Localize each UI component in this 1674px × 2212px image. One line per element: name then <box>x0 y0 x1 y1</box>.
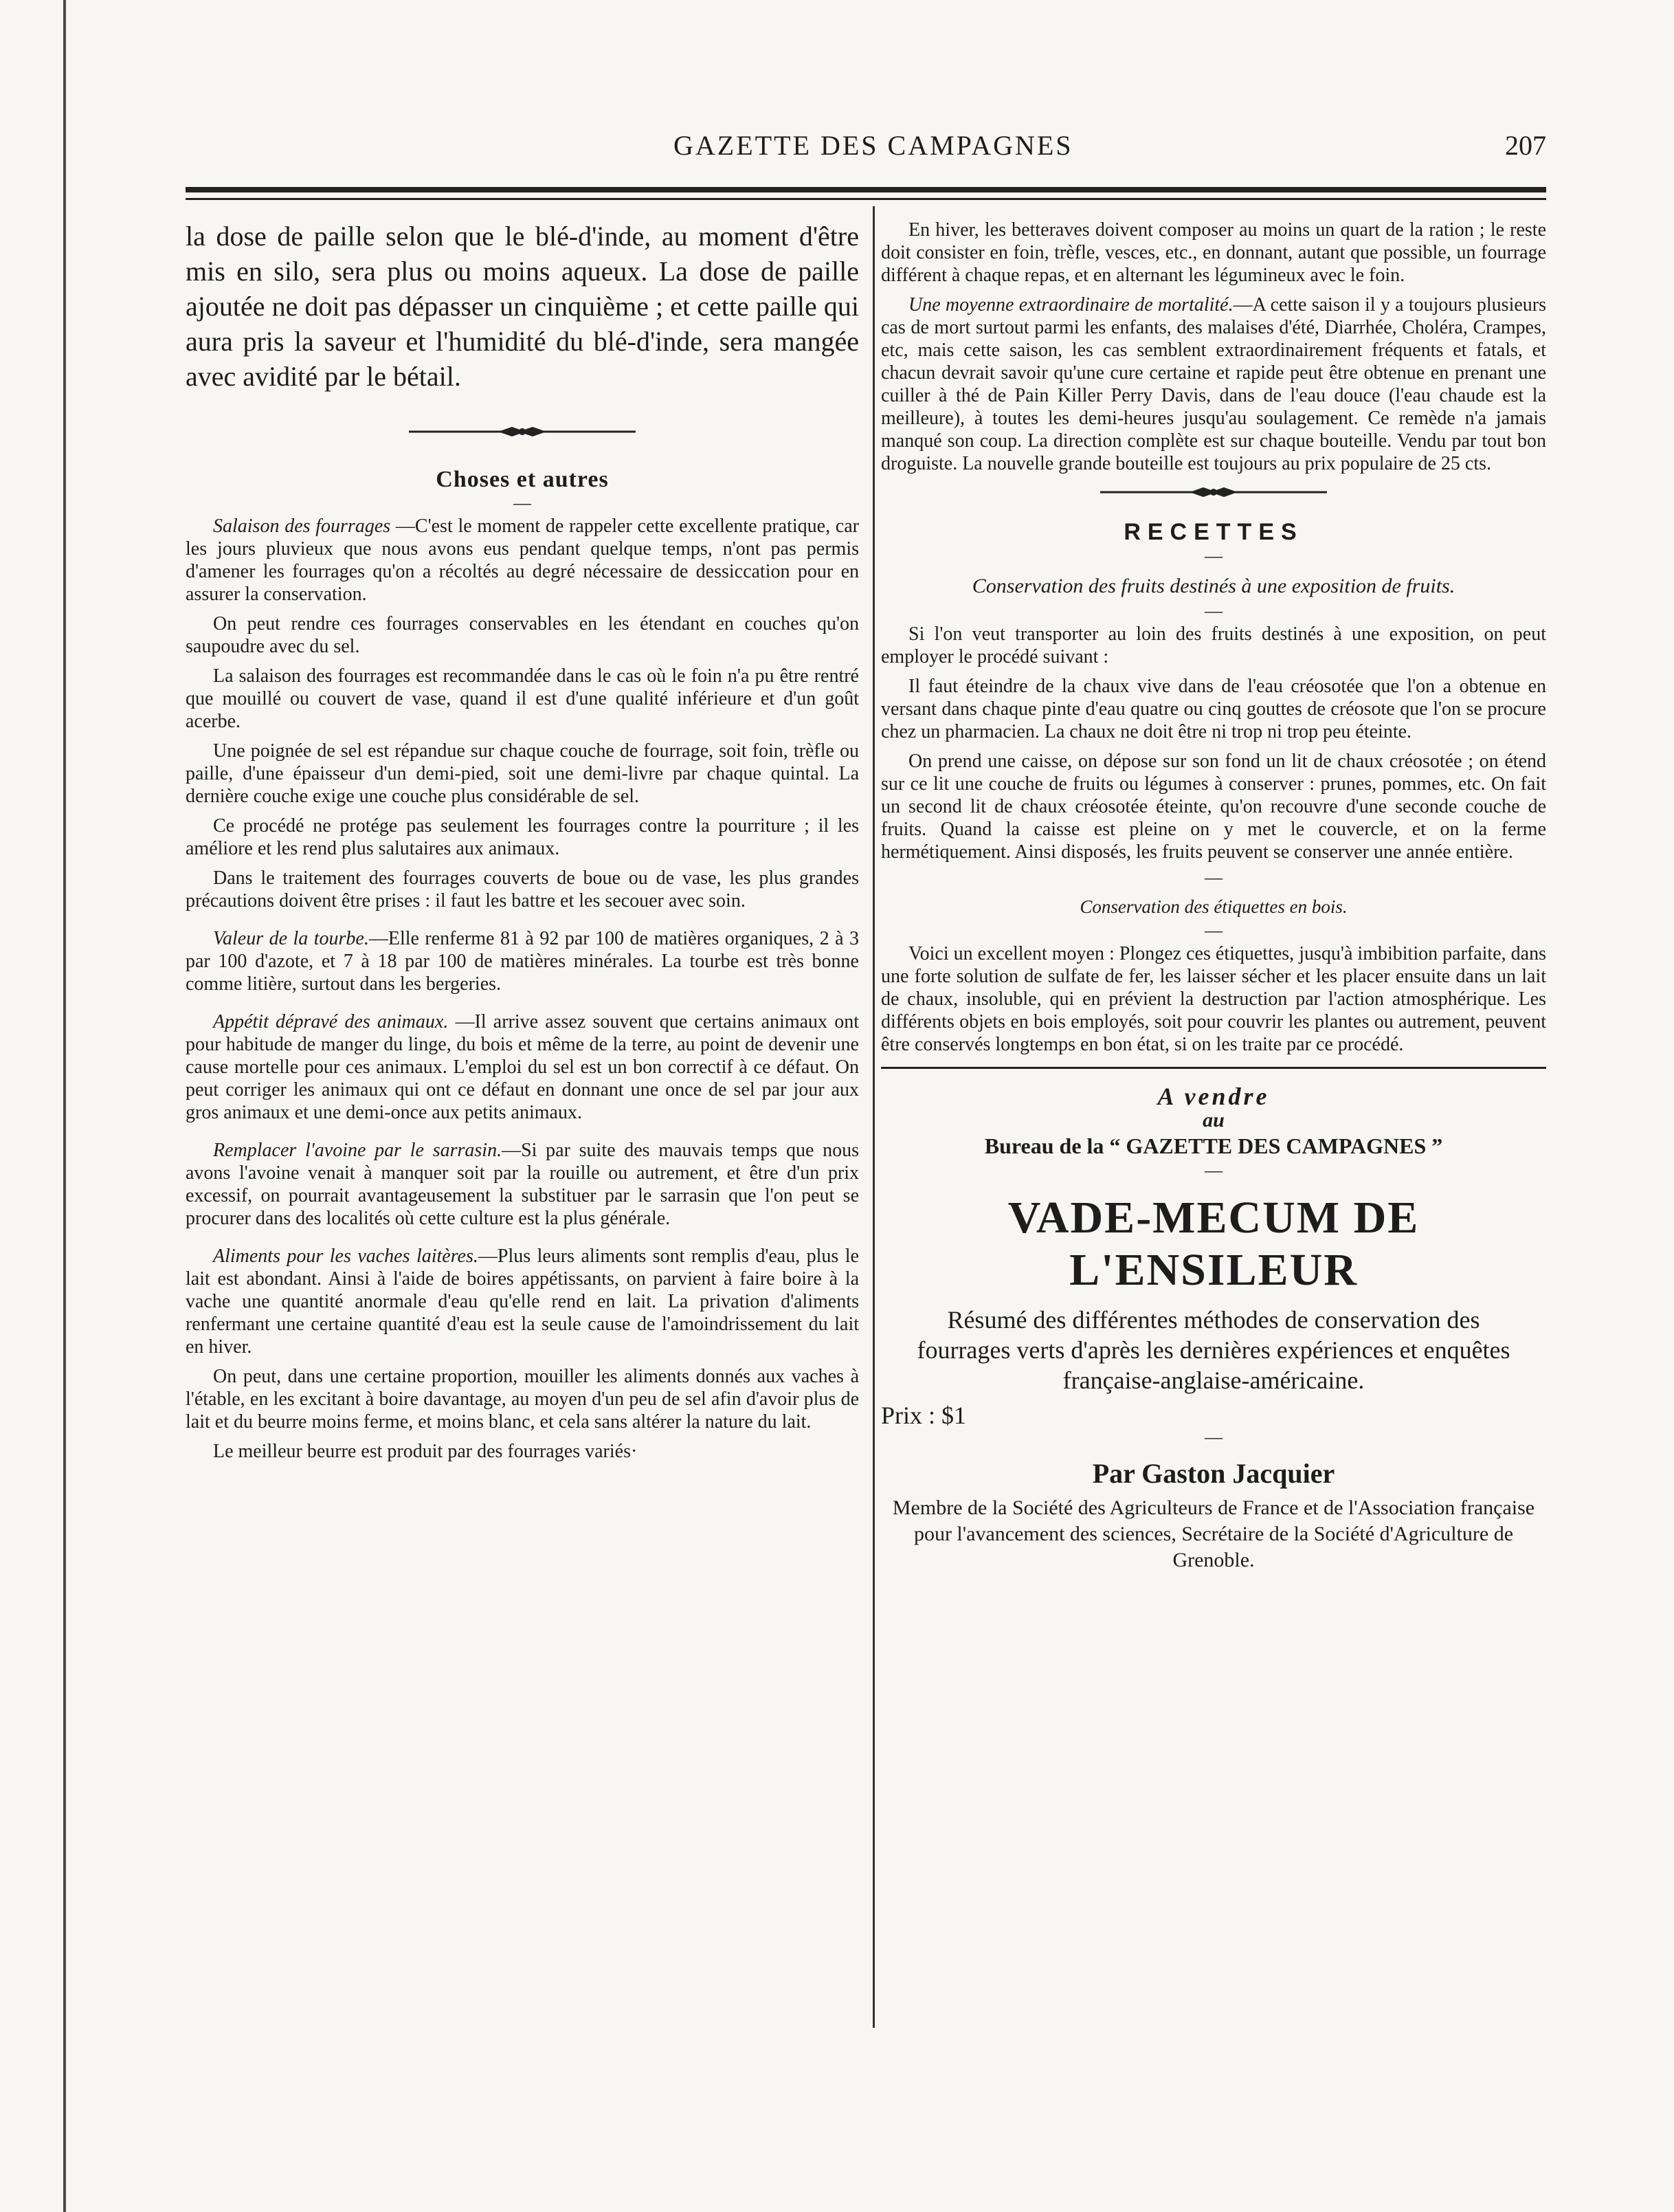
paragraph-tourbe <box>186 927 859 995</box>
paragraph-2: On peut rendre ces fourrages conservables en les étendant en couches qu'on saupoudre avec du sel. <box>186 613 859 657</box>
subhead-fruits: Conservation des fruits destinés à une exposition de fruits. <box>972 575 1455 597</box>
right-column <box>881 219 1546 1573</box>
ornament-divider <box>186 424 859 452</box>
paragraph-etiquettes: Voici un excellent moyen : Plongez ces étiquettes, jusqu'à imbibition parfaite, dans une forte solution de sulfate de fer, les laisser sécher et les placer ensuite dans un lait de chaux, insoluble, qui en prévient la destruction par l'action atmosphérique. Les différents objets en bois employés, soit pour couvrir les plantes ou autrement, peuvent être conservés longtemps en bon état, si on les traite par ce procédé. <box>881 943 1546 1055</box>
text-mortalite: —A cette saison il y a toujours plusieurs cas de mort surtout parmi les enfants, des malaises d'été, Diarrhée, Choléra, Crampes, etc, mais cette saison, les cas semblent extraordinairement fréquents et fatals, et chacun devrait savoir qu'une cure certaine et rapide peut être obtenue en prenant une cuiller à thé de Pain Killer Perry Davis, dans de l'eau douce (l'eau chaude est la meilleure), à toutes les demi-heures jusqu'au soulagement. Ce remède n'a jamais manqué son coup. La direction complète est sur chaque bouteille. Vendu par tout bon droguiste. La nouvelle grande bouteille est toujours au prix populaire de 25 cts. <box>881 294 1547 474</box>
text-aliments: —Plus leurs aliments sont remplis d'eau, plus le lait est abondant. Ainsi à l'aide de boires appétissants, on parvient à faire boire à la vache une quantité anormale d'eau qu'elle rend en lait. La privation d'aliments renfermant une certaine quantité d'eau est la seule cause de l'amoindrissement du lait en hiver. <box>186 1246 859 1358</box>
paragraph-salaison <box>186 515 859 606</box>
ad-bureau: Bureau de la “ GAZETTE DES CAMPAGNES ” <box>984 1133 1443 1158</box>
intro-paragraph: la dose de paille selon que le blé-d'inde, au moment d'être mis en silo, sera plus ou moins aqueux. La dose de paille ajoutée ne doit pas dépasser un cinquième ; et cette paille qui aura pris la saveur et l'humidité du blé-d'inde, sera mangée avec avidité par le bétail. <box>186 221 859 392</box>
advert-top-rule <box>881 1067 1546 1069</box>
paragraph-mortalite <box>881 294 1546 475</box>
ad-a-vendre: A vendre <box>1157 1083 1270 1110</box>
paragraph-fruits-2: Il faut éteindre de la chaux vive dans de l'eau créosotée que l'on a obtenue en versant dans chaque pinte d'eau quatre ou cinq gouttes de créosote que l'on se procure chez un pharmacien. La chaux ne doit être ni trop ni trop peu éteinte. <box>881 676 1546 742</box>
ad-member: Membre de la Société des Agriculteurs de France et de l'Association française pour l'avancement des sciences, Secrétaire de la Société d'Agriculture de Grenoble. <box>892 1496 1535 1571</box>
text-salaison: —C'est le moment de rappeler cette excellente pratique, car les jours pluvieux que nous avons eus pendant quelque temps, n'ont pas permis d'amener les fourrages qu'on a récoltés au degré nécessaire de dessiccation pour en assurer la conservation. <box>186 516 859 605</box>
paragraph-aliments <box>186 1245 859 1358</box>
ad-author: Par Gaston Jacquier <box>1092 1458 1335 1489</box>
text-tourbe: —Elle renferme 81 à 92 par 100 de matières organiques, 2 à 3 par 100 d'azote, et 7 à 18 par 100 de matières minérales. La tourbe est très bonne comme litière, surtout dans les bergeries. <box>186 928 859 995</box>
fruits-dash: — <box>1205 601 1223 621</box>
left-column <box>186 219 859 1470</box>
paragraph-appetit <box>186 1010 859 1124</box>
paragraph-hiver: En hiver, les betteraves doivent composer au moins un quart de la ration ; le reste doit consister en foin, trèfle, vesces, etc., en donnant, autant que possible, un fourrage différent à chaque repas, et en alternant les légumineux avec le foin. <box>881 219 1546 286</box>
advertisement <box>881 1083 1546 1573</box>
header-rule-thick <box>186 187 1546 192</box>
paragraph-avoine <box>186 1139 859 1230</box>
page-binding-edge <box>63 0 66 2212</box>
section-title-choses: Choses et autres <box>436 467 609 492</box>
paragraph-beurre: Le meilleur beurre est produit par des fourrages variés· <box>213 1441 638 1462</box>
paragraph-fruits-1: Si l'on veut transporter au loin des fruits destinés à une exposition, on peut employer le procédé suivant : <box>881 623 1546 667</box>
heading-salaison: Salaison des fourrages <box>213 516 391 537</box>
journal-title: GAZETTE DES CAMPAGNES <box>673 130 1073 161</box>
page-header <box>186 129 1546 168</box>
paragraph-5: Ce procédé ne protége pas seulement les fourrages contre la pourriture ; il les améliore et les rend plus salutaires aux animaux. <box>186 815 859 859</box>
paragraph-6: Dans le traitement des fourrages couverts de boue ou de vase, les plus grandes précautions doivent être prises : il faut les battre et les secouer avec soin. <box>186 867 859 911</box>
ad-title: VADE-MECUM DE L'ENSILEUR <box>1007 1193 1420 1295</box>
ornament-divider-icon <box>409 424 636 439</box>
ad-au: au <box>1203 1109 1225 1131</box>
heading-appetit: Appétit dépravé des animaux. <box>213 1011 449 1032</box>
ad-price: Prix : $1 <box>881 1402 967 1429</box>
heading-aliments: Aliments pour les vaches laitères. <box>213 1246 478 1267</box>
heading-avoine: Remplacer l'avoine par le sarrasin. <box>213 1140 502 1161</box>
paragraph-3: La salaison des fourrages est recommandée dans le cas où le foin n'a pu être rentré que mouillé ou couvert de vase, quand il est d'une qualité inférieure et d'un goût acerbe. <box>186 665 859 732</box>
paragraph-fruits-3: On prend une caisse, on dépose sur son fond un lit de chaux créosotée ; on étend sur ce lit une couche de fruits ou légumes à conserver : prunes, pommes, etc. On fait un second lit de chaux créosotée éteinte, qu'on recouvre d'une seconde couche de fruits. Quand la caisse est pleine on y met le couvercle, et on la ferme hermétiquement. Ainsi disposés, les fruits peuvent se conserver une année entière. <box>881 751 1546 863</box>
paragraph-4: Une poignée de sel est répandue sur chaque couche de fourrage, soit foin, trèfle ou paille, d'une épaisseur d'un demi-pied, soit une demi-livre par chaque quintal. La dernière couche exige une couche plus considérable de sel. <box>186 740 859 807</box>
text-avoine: —Si par suite des mauvais temps que nous avons l'avoine venait à manquer soit par la rouille ou autrement, et être d'un prix excessif, on pourrait avantageusement la substituer par le sarrasin que l'on peut se procurer dans des localités où cette culture est la plus générale. <box>186 1140 860 1229</box>
heading-tourbe: Valeur de la tourbe. <box>213 928 369 949</box>
ad-dash-2: — <box>1205 1427 1223 1447</box>
column-separator <box>873 206 875 2028</box>
subhead-etiquettes: Conservation des étiquettes en bois. <box>1080 896 1348 917</box>
ornament-divider-icon <box>1100 485 1327 500</box>
etiquettes-dash-top: — <box>1205 867 1223 887</box>
header-rule-thin <box>186 198 1546 200</box>
ad-description: Résumé des différentes méthodes de conservation des fourrages verts d'après les dernières expériences et enquêtes française-anglaise-américaine. <box>917 1306 1510 1394</box>
page-number: 207 <box>1505 130 1546 161</box>
paragraph-proportion: On peut, dans une certaine proportion, mouiller les aliments donnés aux vaches à l'étable, en les excitant à boire davantage, au moyen d'un peu de sel afin d'avoir plus de lait et du beurre moins ferme, et moins blanc, et cela sans altérer la nature du lait. <box>186 1366 859 1433</box>
section-dash: — <box>513 493 531 513</box>
ornament-divider-recettes <box>881 485 1546 512</box>
etiquettes-dash: — <box>1205 920 1223 940</box>
ad-dash-1: — <box>1205 1160 1223 1180</box>
text-appetit: —Il arrive assez souvent que certains animaux ont pour habitude de manger du linge, du bois et même de la terre, au point de devenir une cause mortelle pour ces animaux. L'emploi du sel est un bon correctif à ce défaut. On peut corriger les animaux qui ont ce défaut en donnant une once de sel par jour aux gros animaux et une demi-once aux petits animaux. <box>186 1011 860 1123</box>
heading-mortalite: Une moyenne extraordinaire de mortalité. <box>908 294 1234 316</box>
recettes-dash: — <box>1205 546 1223 566</box>
section-title-recettes: RECETTES <box>1124 519 1304 545</box>
